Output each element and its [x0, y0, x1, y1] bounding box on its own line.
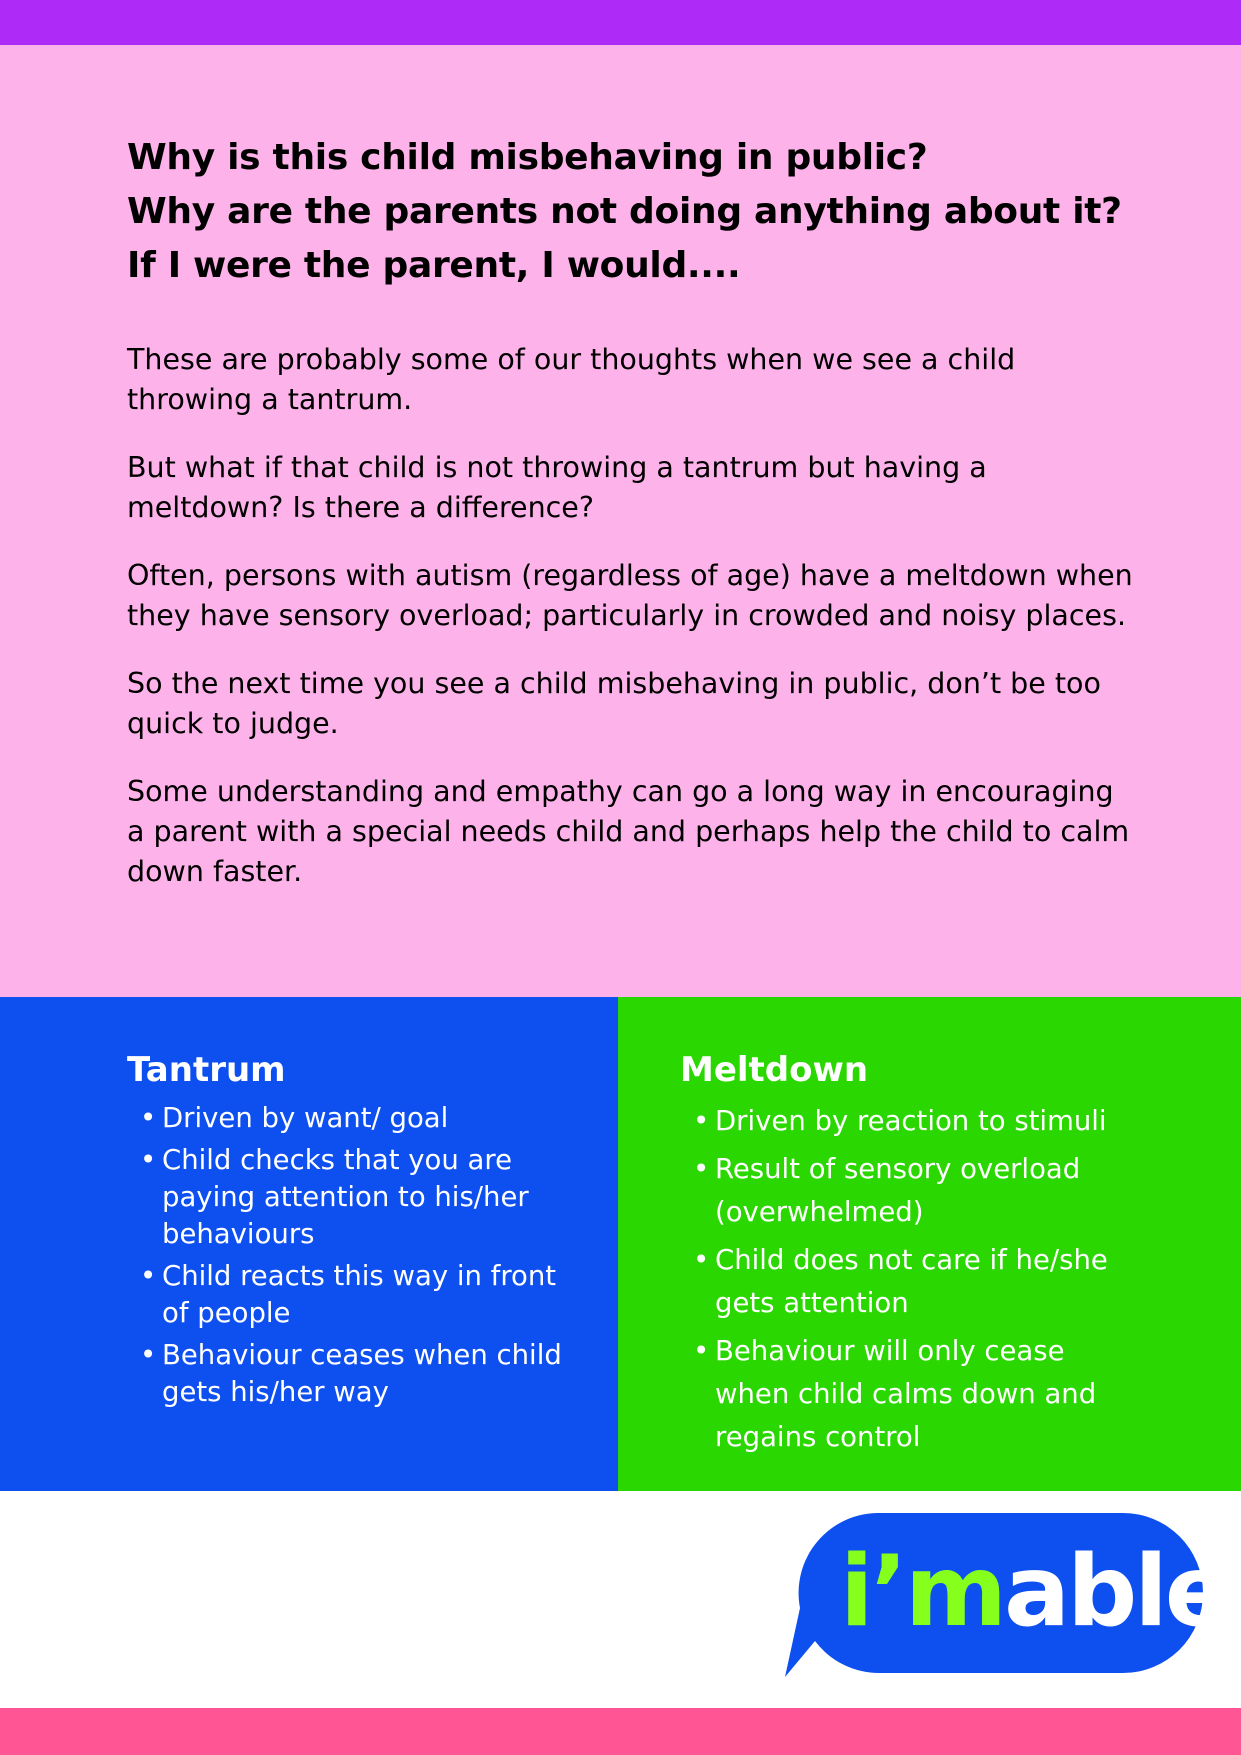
meltdown-title: Meltdown: [680, 1050, 869, 1090]
bottom-color-bar: [0, 1708, 1241, 1755]
headline-line-1: Why is this child misbehaving in public?: [127, 137, 928, 178]
tantrum-item: • Child checks that you are paying attention to his/her behaviours: [127, 1142, 567, 1253]
paragraph-1: These are probably some of our thoughts when we see a child throwing a tantrum.: [127, 343, 1016, 416]
paragraph-3: Often, persons with autism (regardless of age) have a meltdown when they have sensory overload; particularly in crowded and noisy places.: [127, 559, 1133, 632]
top-color-bar: [0, 0, 1241, 45]
tantrum-item: • Child reacts this way in front of people: [127, 1258, 567, 1332]
meltdown-item: • Driven by reaction to stimuli: [680, 1100, 1120, 1143]
tantrum-item: • Driven by want/ goal: [127, 1100, 567, 1137]
tantrum-title: Tantrum: [127, 1050, 286, 1090]
tantrum-item: • Behaviour ceases when child gets his/her way: [127, 1337, 567, 1411]
tantrum-list: [127, 1100, 567, 1416]
intro-body: [127, 340, 1137, 920]
paragraph-2: But what if that child is not throwing a tantrum but having a meltdown? Is there a difference?: [127, 451, 987, 524]
meltdown-item: • Result of sensory overload (overwhelmed): [680, 1148, 1120, 1234]
brand-logo: [840, 1532, 1229, 1652]
headline-line-3: If I were the parent, I would....: [127, 245, 741, 286]
headline: [127, 131, 1207, 293]
headline-line-2: Why are the parents not doing anything about it?: [127, 191, 1122, 232]
paragraph-4: So the next time you see a child misbehaving in public, don’t be too quick to judge.: [127, 667, 1101, 740]
paragraph-5: Some understanding and empathy can go a long way in encouraging a parent with a special needs child and perhaps help the child to calm down faster.: [127, 775, 1130, 888]
meltdown-item: • Child does not care if he/she gets attention: [680, 1239, 1120, 1325]
meltdown-list: [680, 1100, 1120, 1464]
meltdown-item: • Behaviour will only cease when child calms down and regains control: [680, 1330, 1120, 1459]
logo-text-green: i’m: [840, 1535, 1004, 1649]
logo-text-white: able: [1003, 1535, 1229, 1649]
